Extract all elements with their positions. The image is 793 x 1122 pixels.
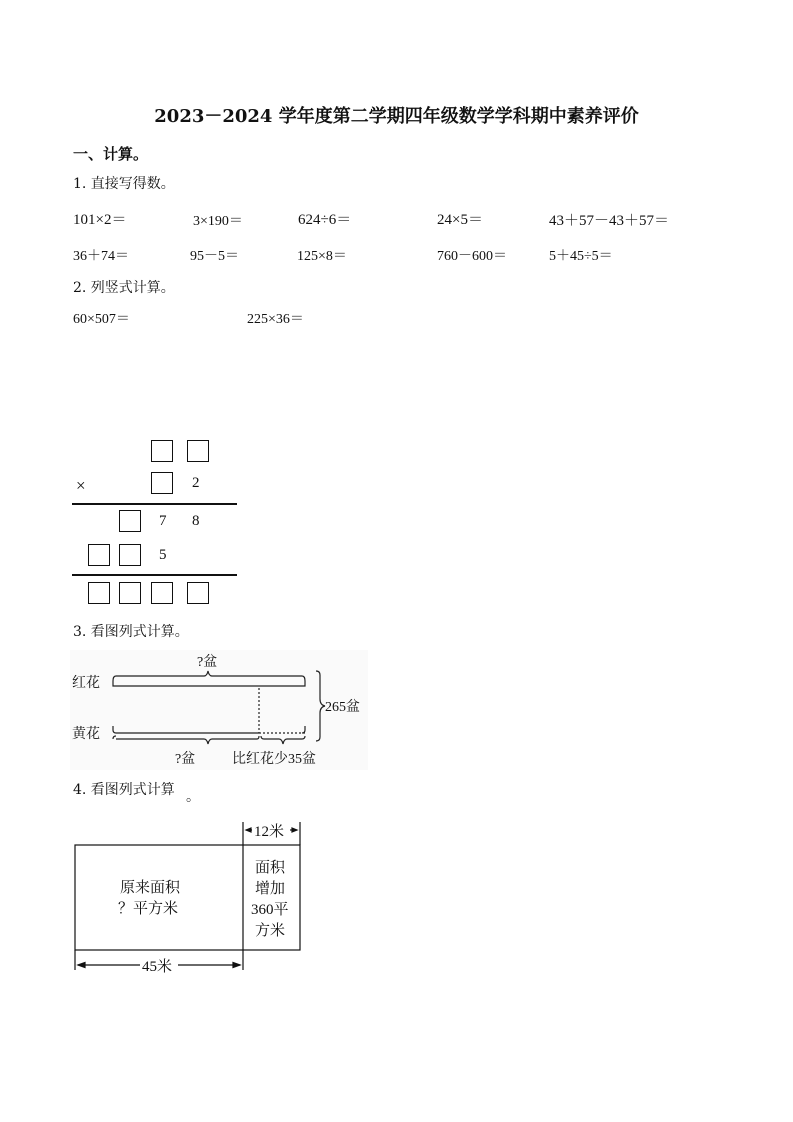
expression: 225×36＝ xyxy=(247,312,304,327)
length-label: 45米 xyxy=(142,959,173,975)
question-3-label: 3. 看图列式计算。 xyxy=(73,624,189,640)
red-flower-label: 红花 xyxy=(72,676,100,691)
question-4-label: 4. 看图列式计算 xyxy=(73,782,175,798)
question-2-label: 2. 列竖式计算。 xyxy=(73,280,175,296)
red-question: ?盆 xyxy=(197,655,218,670)
expression: 95－5＝ xyxy=(190,249,239,264)
yellow-question: ?盆 xyxy=(175,752,196,767)
expression: 43＋57－43＋57＝ xyxy=(549,213,670,229)
total-label: 265盆 xyxy=(325,700,360,715)
increase-line-1: 面积 xyxy=(255,860,286,876)
expression: 36＋74＝ xyxy=(73,249,129,264)
question-4-period: 。 xyxy=(186,789,200,805)
flower-line-diagram xyxy=(70,650,368,770)
expression: 760－600＝ xyxy=(437,249,507,264)
increase-line-3: 360平 xyxy=(251,902,289,918)
section-heading: 一、计算。 xyxy=(73,145,149,163)
question-1-label: 1. 直接写得数。 xyxy=(73,176,175,192)
width-add-label: 12米 xyxy=(254,824,285,840)
original-area-label: 原来面积 xyxy=(120,880,181,896)
times-sign: × xyxy=(76,476,86,495)
digit: 5 xyxy=(159,547,167,563)
expression: 125×8＝ xyxy=(297,249,347,264)
digit: 7 xyxy=(159,513,167,529)
digit: 8 xyxy=(192,513,200,529)
expression: 60×507＝ xyxy=(73,312,130,327)
expression: 5＋45÷5＝ xyxy=(549,249,613,264)
expression: 3×190＝ xyxy=(193,214,243,229)
original-area-question: ？平方米 xyxy=(118,901,179,917)
expression: 24×5＝ xyxy=(437,212,483,228)
increase-line-2: 增加 xyxy=(255,881,286,897)
difference-label: 比红花少35盆 xyxy=(232,752,316,767)
yellow-flower-label: 黄花 xyxy=(72,727,100,742)
increase-line-4: 方米 xyxy=(255,923,286,939)
page-title: 2023－2024 学年度第二学期四年级数学学科期中素养评价 xyxy=(154,106,639,127)
expression: 101×2＝ xyxy=(73,212,127,228)
expression: 624÷6＝ xyxy=(298,212,352,228)
digit: 2 xyxy=(192,475,200,491)
